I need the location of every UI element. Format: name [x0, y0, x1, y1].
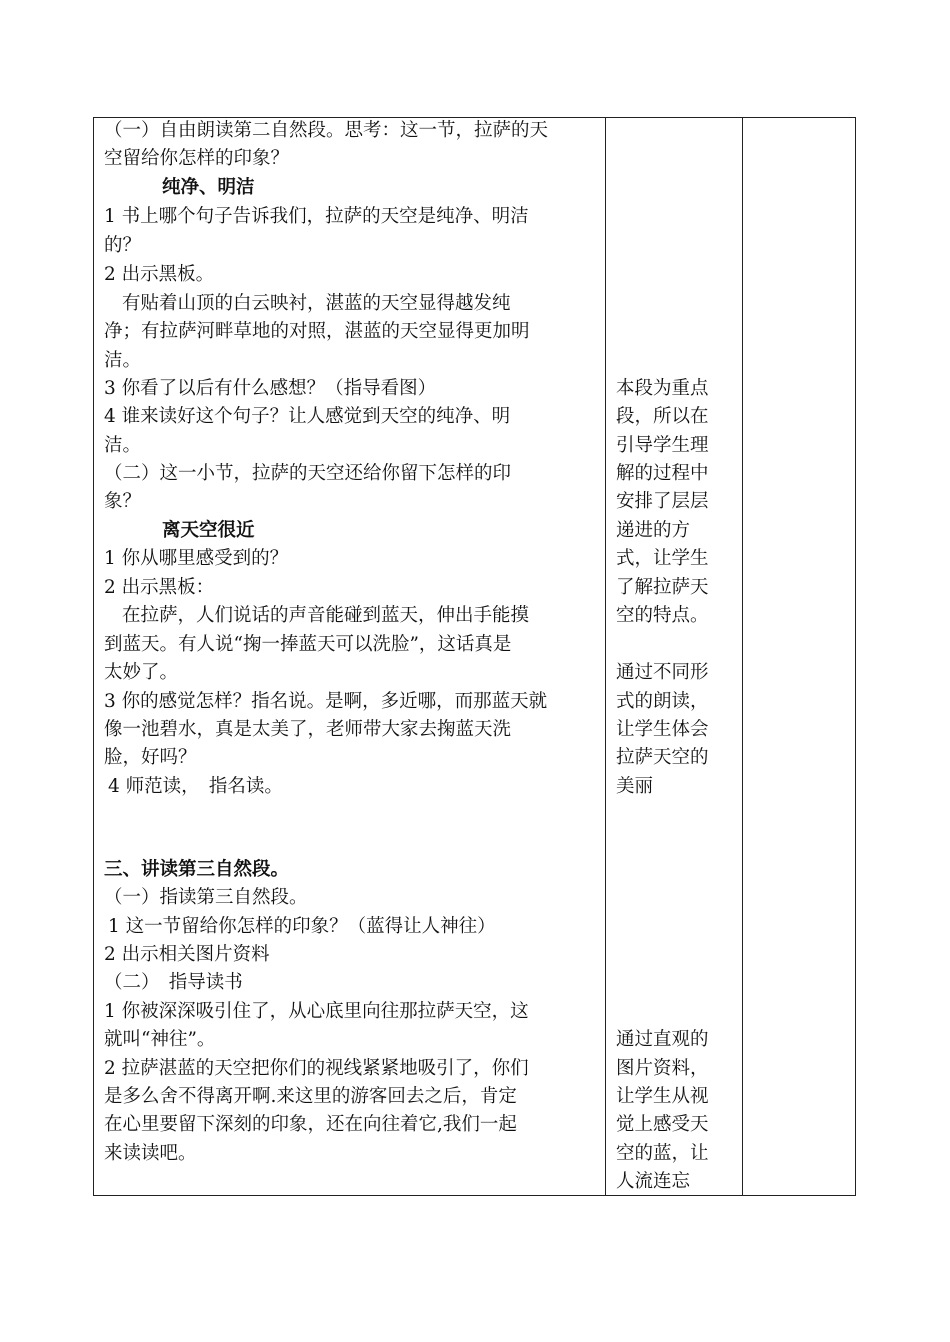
text-line: 来读读吧。	[104, 1143, 197, 1164]
text-line: 2 拉萨湛蓝的天空把你们的视线紧紧地吸引了，你们	[104, 1058, 529, 1079]
text-line: 净；有拉萨河畔草地的对照，湛蓝的天空显得更加明	[104, 321, 530, 342]
note-line: 段，所以在	[616, 406, 709, 427]
note-line: 引导学生理	[616, 435, 709, 456]
text-line: 在拉萨，人们说话的声音能碰到蓝天，伸出手能摸	[122, 605, 530, 626]
note-line: 解的过程中	[616, 463, 709, 484]
text-line: （二） 指导读书	[104, 972, 243, 993]
text-line: 2 出示黑板。	[104, 264, 215, 285]
text-line: （二）这一小节，拉萨的天空还给你留下怎样的印	[104, 463, 512, 484]
column-divider	[742, 118, 743, 1195]
lesson-plan-table	[93, 117, 856, 1196]
note-line: 式，让学生	[616, 548, 709, 569]
note-line: 拉萨天空的	[616, 747, 709, 768]
text-line: 1 这一节留给你怎样的印象？（蓝得让人神往）	[108, 916, 496, 937]
text-line: 在心里要留下深刻的印象，还在向往着它,我们一起	[104, 1114, 517, 1135]
note-line: 通过不同形	[616, 662, 709, 683]
text-line: 有贴着山顶的白云映衬，湛蓝的天空显得越发纯	[122, 293, 511, 314]
text-line: 2 出示黑板：	[104, 577, 215, 598]
note-line: 让学生从视	[616, 1086, 709, 1107]
text-line: 3 你的感觉怎样？指名说。是啊，多近哪，而那蓝天就	[104, 691, 548, 712]
text-line: 2 出示相关图片资料	[104, 944, 270, 965]
note-line: 让学生体会	[616, 719, 709, 740]
text-line: 4 师范读， 指名读。	[108, 776, 283, 797]
note-line: 了解拉萨天	[616, 577, 709, 598]
text-line: 到蓝天。有人说“掬一捧蓝天可以洗脸”，这话真是	[104, 634, 512, 655]
text-line: 像一池碧水，真是太美了，老师带大家去掬蓝天洗	[104, 719, 512, 740]
note-line: 空的特点。	[616, 605, 709, 626]
text-line: 象？	[104, 491, 142, 512]
key-point-heading: 纯净、明洁	[162, 177, 255, 198]
text-line: 3 你看了以后有什么感想？（指导看图）	[104, 378, 437, 399]
text-line: 就叫“神往”。	[104, 1029, 216, 1050]
key-point-heading: 离天空很近	[162, 520, 255, 541]
note-line: 人流连忘	[616, 1171, 691, 1192]
text-line: 洁。	[104, 435, 142, 456]
note-line: 安排了层层	[616, 491, 709, 512]
text-line: （一）自由朗读第二自然段。思考：这一节，拉萨的天	[104, 120, 549, 141]
column-divider	[605, 118, 606, 1195]
text-line: 是多么舍不得离开啊.来这里的游客回去之后，肯定	[104, 1086, 517, 1107]
note-line: 递进的方	[616, 520, 691, 541]
note-line: 空的蓝，让	[616, 1143, 709, 1164]
text-line: 4 谁来读好这个句子？让人感觉到天空的纯净、明	[104, 406, 511, 427]
text-line: 脸，好吗？	[104, 747, 197, 768]
text-line: 1 你被深深吸引住了，从心底里向往那拉萨天空，这	[104, 1001, 529, 1022]
text-line: 的？	[104, 235, 142, 256]
note-line: 觉上感受天	[616, 1114, 709, 1135]
text-line: 1 你从哪里感受到的？	[104, 548, 289, 569]
text-line: 空留给你怎样的印象？	[104, 148, 290, 169]
text-line: （一）指读第三自然段。	[104, 887, 308, 908]
text-line: 洁。	[104, 350, 142, 371]
note-line: 美丽	[616, 776, 654, 797]
note-line: 式的朗读，	[616, 691, 709, 712]
note-line: 本段为重点	[616, 378, 709, 399]
section-heading: 三、讲读第三自然段。	[104, 859, 290, 880]
note-line: 图片资料，	[616, 1058, 709, 1079]
text-line: 太妙了。	[104, 662, 179, 683]
note-line: 通过直观的	[616, 1029, 709, 1050]
text-line: 1 书上哪个句子告诉我们，拉萨的天空是纯净、明洁	[104, 206, 529, 227]
